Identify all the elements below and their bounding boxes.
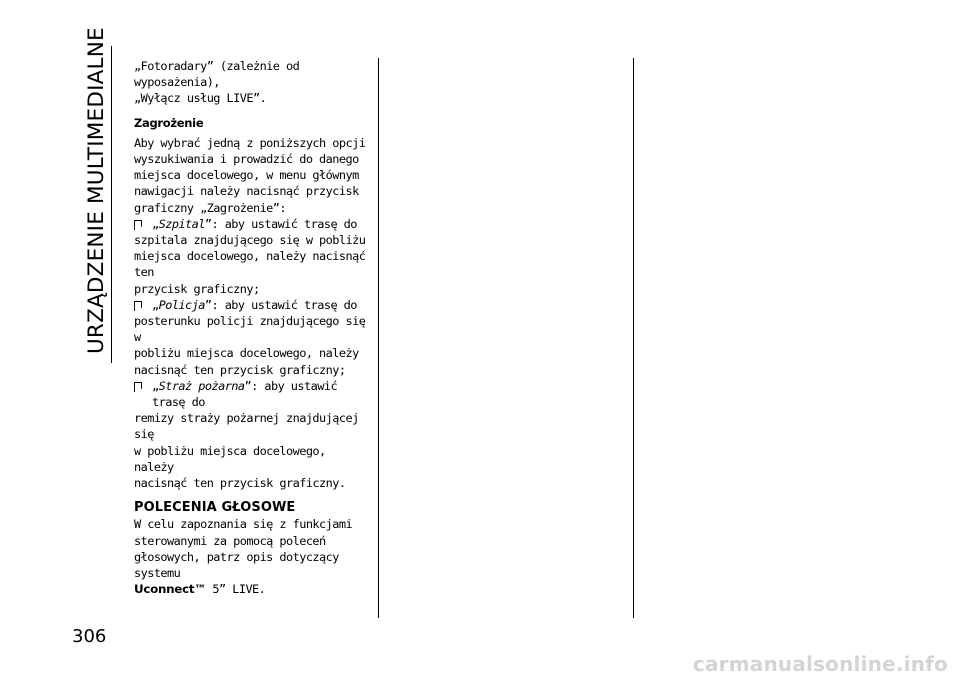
checkbox-bullet-icon	[134, 382, 142, 389]
column-divider-2	[633, 58, 634, 618]
bullet-line: w pobliżu miejsca docelowego, należy	[134, 443, 326, 474]
page-number: 306	[72, 626, 107, 647]
bullet-item-szpital: „Szpital”: aby ustawić trasę do szpitala znajdującego się w pobliżu miejsca docelowego, należy nacisnąć ten przycisk graficzny;	[134, 216, 370, 297]
bullet-line: miejsca docelowego, należy nacisnąć ten	[134, 249, 366, 280]
intro-line-2: „Wyłącz usług LIVE”.	[134, 91, 267, 106]
bullet-line: posterunku policji znajdującego się w	[134, 314, 366, 345]
bullet-term: Szpital	[158, 216, 205, 231]
watermark-text: carmanualsonline.info	[692, 652, 948, 676]
bullet-term: Policja	[158, 297, 205, 312]
section-heading-voice-commands: POLECENIA GŁOSOWE	[134, 500, 296, 516]
column-divider-1	[378, 58, 379, 618]
bullet-line: szpitala znajdującego się w pobliżu	[134, 233, 366, 248]
paragraph-line: głosowych, patrz opis dotyczący systemu	[134, 549, 339, 581]
bullet-line: remizy straży pożarnej znajdującej się	[134, 411, 359, 442]
paragraph-line-last: Uconnect™ 5” LIVE.	[134, 582, 266, 597]
bullet-line: pobliżu miejsca docelowego, należy	[134, 346, 359, 361]
paragraph-line: wyszukiwania i prowadzić do danego	[134, 152, 359, 167]
paragraph-line: graficzny „Zagrożenie”:	[134, 200, 287, 215]
bullet-term: Straż pożarna	[158, 378, 245, 393]
text-column	[134, 58, 370, 598]
uconnect-brand: Uconnect™	[134, 582, 206, 597]
subheading-zagrozenie: Zagrożenie	[134, 115, 204, 130]
checkbox-bullet-icon	[134, 301, 142, 308]
bullet-item-policja: „Policja”: aby ustawić trasę do posterunku policji znajdującego się w pobliżu miejsca docelowego, należy nacisnąć ten przycisk graficzny;	[134, 297, 370, 378]
paragraph-line: nawigacji należy nacisnąć przycisk	[134, 184, 359, 199]
bullet-line: nacisnąć ten przycisk graficzny.	[134, 476, 346, 491]
checkbox-bullet-icon	[134, 220, 142, 227]
paragraph-line: Aby wybrać jedną z poniższych opcji	[134, 135, 366, 150]
section-title-vertical	[84, 27, 110, 354]
bullet-line: przycisk graficzny;	[134, 281, 260, 296]
paragraph-line: sterowanymi za pomocą poleceń	[134, 533, 326, 548]
side-divider	[111, 46, 112, 363]
section-title-text: URZĄDZENIE MULTIMEDIALNE	[84, 27, 109, 354]
intro-line-1: „Fotoradary” (zależnie od wyposażenia),	[134, 59, 300, 90]
paragraph-line: miejsca docelowego, w menu głównym	[134, 168, 359, 183]
bullet-item-straz-pozarna: „Straż pożarna”: aby ustawić trasę do remizy straży pożarnej znajdującej się w pobliżu miejsca docelowego, należy nacisnąć ten przycisk graficzny.	[134, 378, 370, 491]
bullet-line: nacisnąć ten przycisk graficzny;	[134, 362, 346, 377]
paragraph-line: W celu zapoznania się z funkcjami	[134, 517, 353, 532]
